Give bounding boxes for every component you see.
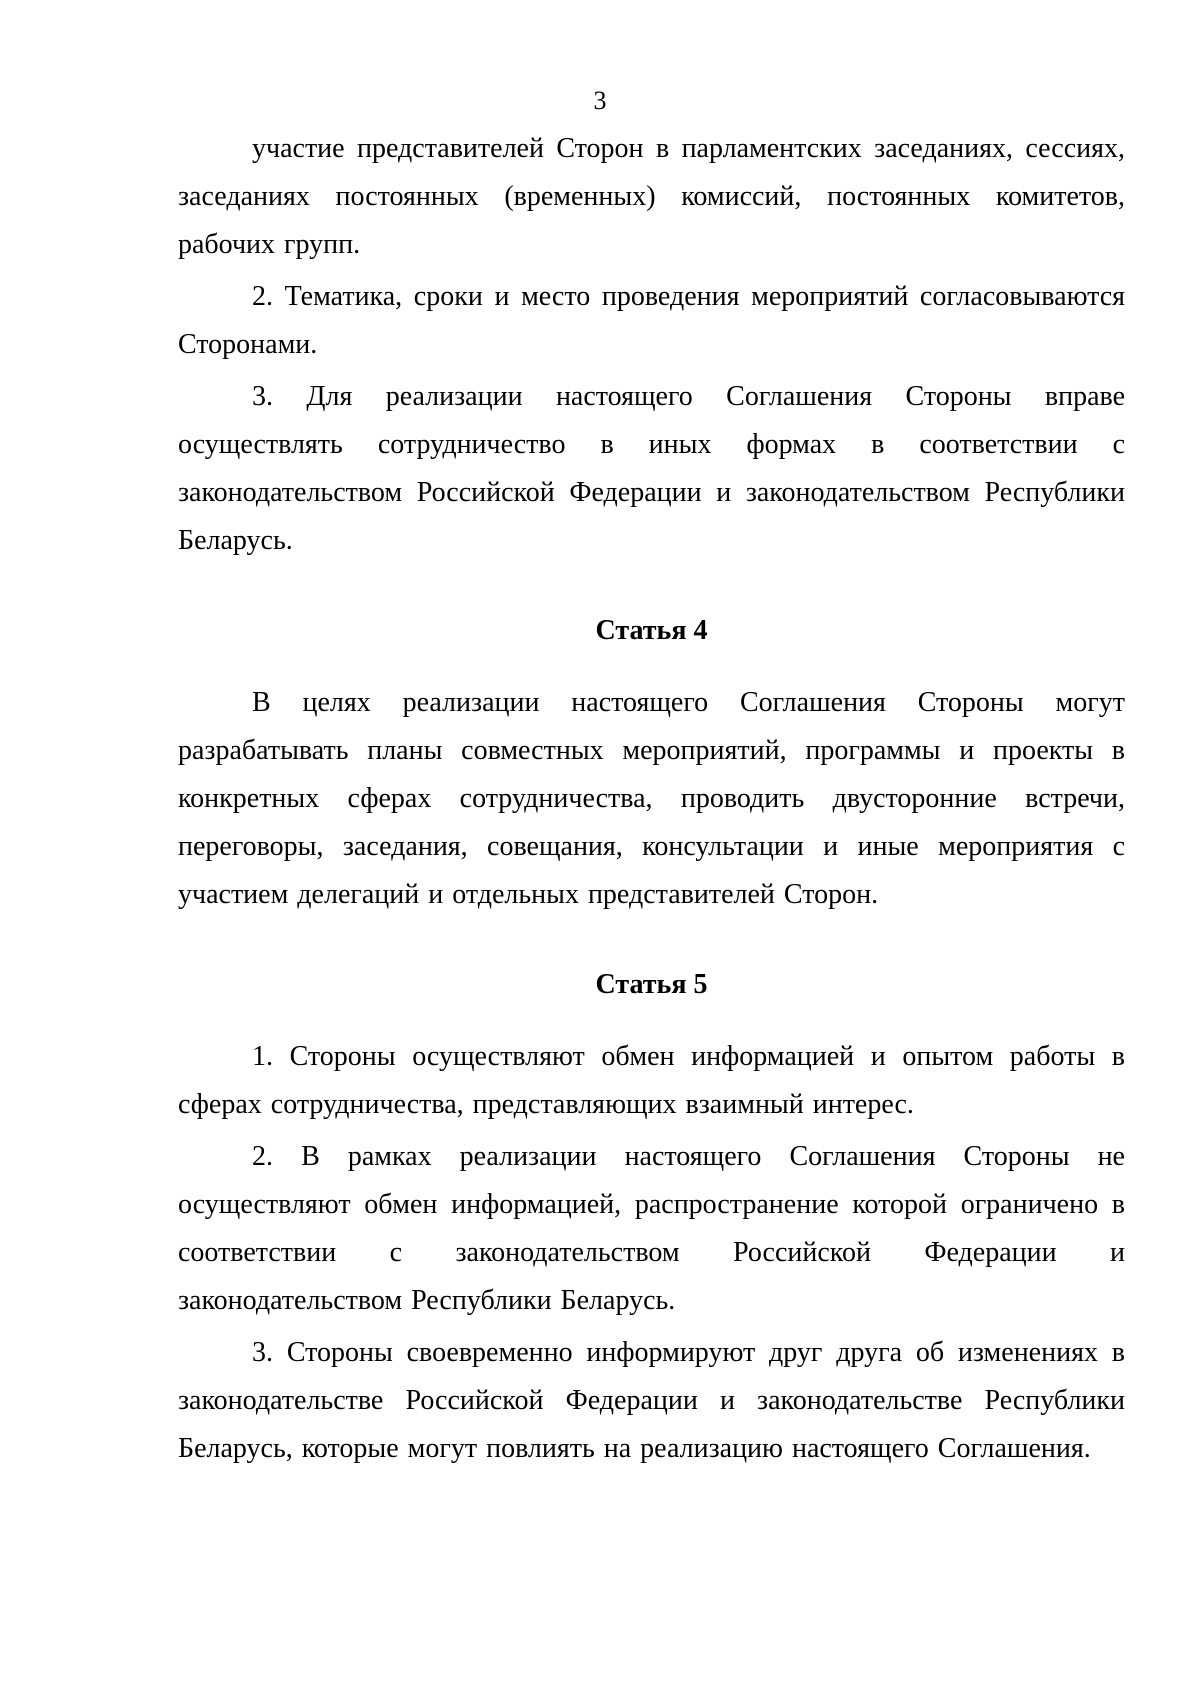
article5-clause-3: 3. Стороны своевременно информируют друг друга об изменениях в законодательстве Российской Федерации и законодательстве Республики Беларусь, которые могут повлиять на реализацию настоящего Соглашения. <box>178 1337 1125 1464</box>
page-number: 3 <box>593 86 607 115</box>
article3-clause-2: 2. Тематика, сроки и место проведения мероприятий согласовываются Сторонами. <box>178 281 1125 360</box>
document-body <box>178 125 1125 1477</box>
article5-heading: Статья 5 <box>595 969 708 1000</box>
article4-heading: Статья 4 <box>595 615 708 646</box>
article3-clause-3: 3. Для реализации настоящего Соглашения Стороны вправе осуществлять сотрудничество в иных формах в соответствии с законодательством Российской Федерации и законодательством Республики Беларусь. <box>178 381 1125 556</box>
article3-intro-paragraph: участие представителей Сторон в парламентских заседаниях, сессиях, заседаниях постоянных (временных) комиссий, постоянных комитетов, рабочих групп. <box>178 133 1125 260</box>
article5-clause-2: 2. В рамках реализации настоящего Соглашения Стороны не осуществляют обмен информацией, распространение которой ограничено в соответствии с законодательством Российской Федерации и законодательством Республики Беларусь. <box>178 1141 1125 1316</box>
article5-clause-1: 1. Стороны осуществляют обмен информацией и опытом работы в сферах сотрудничества, представляющих взаимный интерес. <box>178 1041 1125 1120</box>
article4-paragraph: В целях реализации настоящего Соглашения Стороны могут разрабатывать планы совместных мероприятий, программы и проекты в конкретных сферах сотрудничества, проводить двусторонние встречи, переговоры, заседания, совещания, консультации и иные мероприятия с участием делегаций и отдельных представителей Сторон. <box>178 687 1125 910</box>
